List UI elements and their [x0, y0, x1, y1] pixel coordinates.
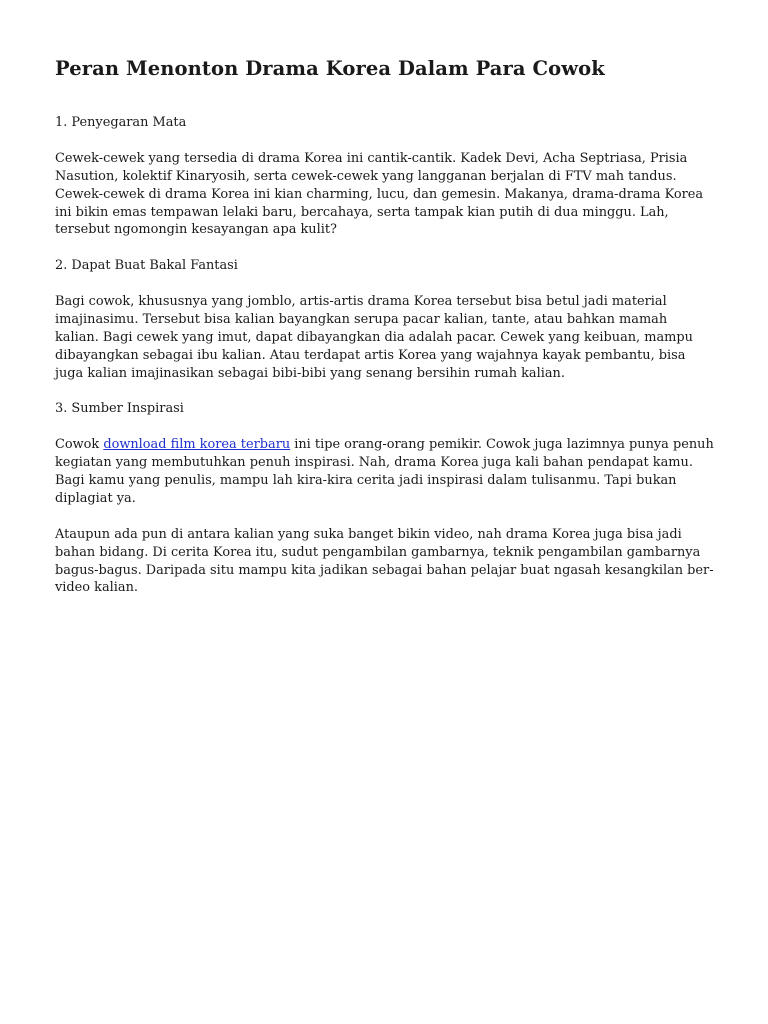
download-film-korea-link[interactable]: download film korea terbaru	[103, 437, 291, 453]
section-paragraph-sumber-inspirasi	[55, 436, 715, 508]
paragraph-text-before-link: Cowok	[55, 437, 104, 453]
section-paragraph-video: Ataupun ada pun di antara kalian yang suka banget bikin video, nah drama Korea juga bisa jadi bahan bidang. Di cerita Korea itu, sudut pengambilan gambarnya, teknik pengambilan gambarnya bagus-bagus. Daripada situ mampu kita jadikan sebagai bahan pelajar buat ngasah kesangkilan ber-video kalian.	[55, 526, 714, 596]
document-page	[55, 56, 715, 597]
section-heading-dapat-buat-bakal-fantasi: 2. Dapat Buat Bakal Fantasi	[55, 258, 238, 274]
section-heading-penyegaran-mata: 1. Penyegaran Mata	[55, 115, 187, 130]
section-heading-sumber-inspirasi: 3. Sumber Inspirasi	[55, 401, 184, 417]
page-title: Peran Menonton Drama Korea Dalam Para Cowok	[55, 57, 605, 80]
section-paragraph-dapat-buat-bakal-fantasi: Bagi cowok, khususnya yang jomblo, artis-artis drama Korea tersebut bisa betul jadi material imajinasimu. Tersebut bisa kalian bayangkan serupa pacar kalian, tante, atau bahkan mamah kalian. Bagi cewek yang imut, dapat dibayangkan dia adalah pacar. Cewek yang keibuan, mampu dibayangkan sebagai ibu kalian. Atau terdapat artis Korea yang wajahnya kayak pembantu, bisa juga kalian imajinasikan sebagai bibi-bibi yang senang bersihin rumah kalian.	[55, 294, 693, 381]
section-paragraph-penyegaran-mata: Cewek-cewek yang tersedia di drama Korea ini cantik-cantik. Kadek Devi, Acha Septriasa, Prisia Nasution, kolektif Kinaryosih, serta cewek-cewek yang langganan berjalan di FTV mah tandus. Cewek-cewek di drama Korea ini kian charming, lucu, dan gemesin. Makanya, drama-drama Korea ini bikin emas tempawan lelaki baru, bercahaya, serta tampak kian putih di dua minggu. Lah, tersebut ngomongin kesayangan apa kulit?	[55, 150, 704, 238]
paragraph-text-after-link: ini tipe orang-orang pemikir. Cowok juga lazimnya punya penuh kegiatan yang membutuhkan penuh inspirasi. Nah, drama Korea juga kali bahan pendapat kamu. Bagi kamu yang penulis, mampu lah kira-kira cerita jadi inspirasi dalam tulisanmu. Tapi bukan diplagiat ya.	[55, 437, 714, 506]
